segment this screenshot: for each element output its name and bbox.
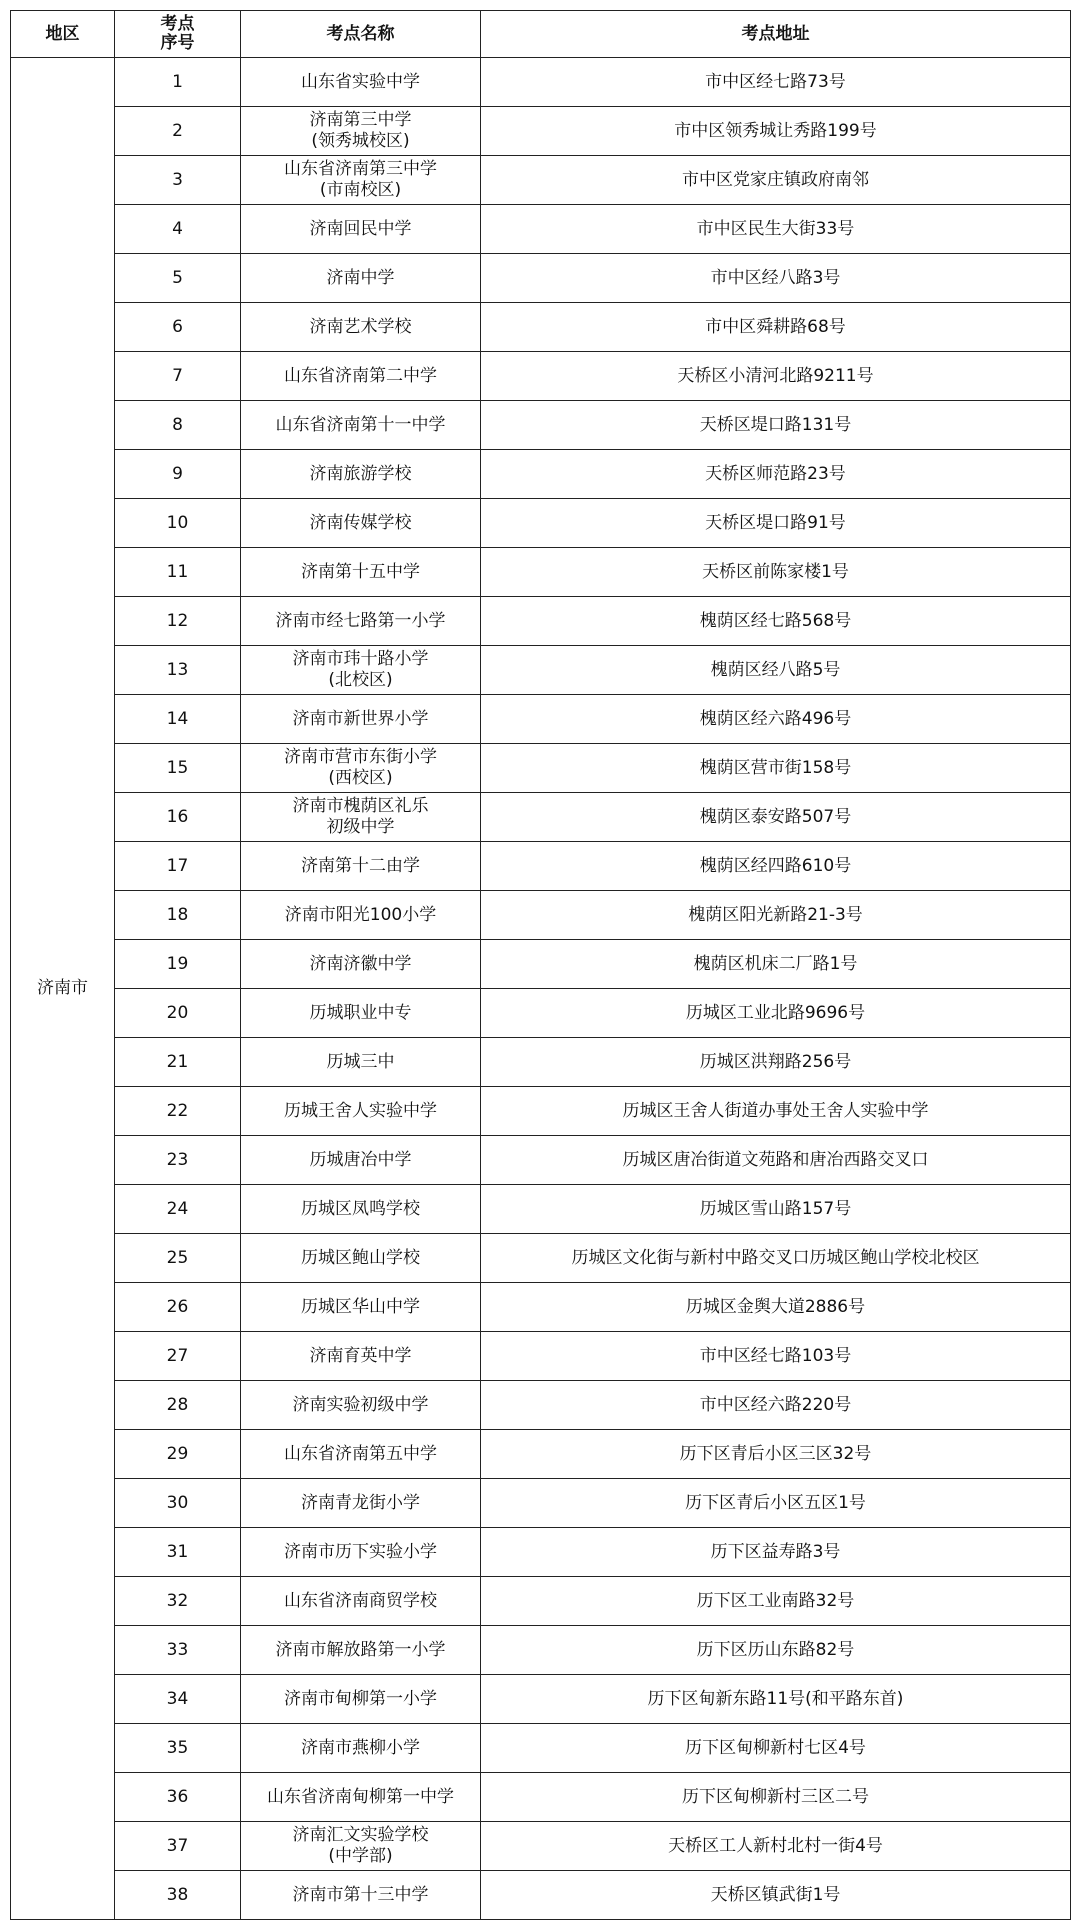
table-row: [11, 303, 1071, 352]
site-name-line: 济南市新世界小学: [292, 708, 429, 729]
table-row: [11, 58, 1071, 107]
table-row: [11, 401, 1071, 450]
table-row: [11, 1381, 1071, 1430]
site-name-cell: [241, 1479, 481, 1528]
site-number-cell: 34: [115, 1675, 241, 1724]
site-name-cell: [241, 1234, 481, 1283]
table-row: [11, 450, 1071, 499]
site-name-cell: [241, 1871, 481, 1920]
site-number-cell: 21: [115, 1038, 241, 1087]
site-number-cell: 28: [115, 1381, 241, 1430]
site-address-cell: 历下区工业南路32号: [481, 1577, 1071, 1626]
site-name-cell: [241, 695, 481, 744]
table-row: [11, 205, 1071, 254]
site-number-cell: 2: [115, 107, 241, 156]
site-address-cell: 市中区民生大街33号: [481, 205, 1071, 254]
site-address-cell: 历城区雪山路157号: [481, 1185, 1071, 1234]
table-row: [11, 793, 1071, 842]
site-name-cell: [241, 352, 481, 401]
site-name-cell: [241, 1724, 481, 1773]
site-name-line: 济南市燕柳小学: [301, 1737, 420, 1758]
site-name-cell: [241, 1822, 481, 1871]
table-row: [11, 1479, 1071, 1528]
table-row: [11, 107, 1071, 156]
site-address-cell: 槐荫区营市街158号: [481, 744, 1071, 793]
site-number-cell: 26: [115, 1283, 241, 1332]
site-address-cell: 槐荫区阳光新路21-3号: [481, 891, 1071, 940]
site-name-cell: [241, 1038, 481, 1087]
site-name-line: (西校区): [328, 768, 393, 788]
site-address-cell: 天桥区堤口路131号: [481, 401, 1071, 450]
site-number-cell: 16: [115, 793, 241, 842]
table-row: [11, 597, 1071, 646]
site-name-line: 历城区凤鸣学校: [301, 1198, 420, 1219]
site-name-line: 历城职业中专: [309, 1002, 412, 1023]
site-name-line: 济南市第十三中学: [292, 1884, 429, 1905]
site-name-cell: [241, 156, 481, 205]
site-number-cell: 8: [115, 401, 241, 450]
site-name-cell: [241, 1087, 481, 1136]
site-number-cell: 18: [115, 891, 241, 940]
site-address-cell: 历城区唐冶街道文苑路和唐冶西路交叉口: [481, 1136, 1071, 1185]
site-name-line: 初级中学: [326, 817, 395, 837]
site-name-cell: [241, 1675, 481, 1724]
site-name-line: 历城三中: [326, 1051, 395, 1072]
site-name-cell: [241, 303, 481, 352]
site-address-cell: 天桥区工人新村北村一街4号: [481, 1822, 1071, 1871]
table-row: [11, 499, 1071, 548]
site-name-cell: [241, 1136, 481, 1185]
site-name-cell: [241, 1626, 481, 1675]
site-name-cell: [241, 940, 481, 989]
site-address-cell: 天桥区堤口路91号: [481, 499, 1071, 548]
site-address-cell: 市中区党家庄镇政府南邻: [481, 156, 1071, 205]
site-name-line: 济南旅游学校: [309, 463, 412, 484]
site-name-line: 济南第三中学: [309, 110, 412, 130]
table-row: [11, 1038, 1071, 1087]
site-name-line: 济南艺术学校: [309, 316, 412, 337]
site-name-line: 山东省济南甸柳第一中学: [267, 1786, 454, 1807]
site-name-cell: [241, 646, 481, 695]
site-number-cell: 25: [115, 1234, 241, 1283]
site-address-cell: 历城区洪翔路256号: [481, 1038, 1071, 1087]
site-number-cell: 24: [115, 1185, 241, 1234]
site-name-cell: [241, 1577, 481, 1626]
site-number-cell: 7: [115, 352, 241, 401]
table-row: [11, 1430, 1071, 1479]
site-number-cell: 33: [115, 1626, 241, 1675]
site-name-cell: [241, 744, 481, 793]
table-row: [11, 695, 1071, 744]
site-name-cell: [241, 1430, 481, 1479]
site-address-cell: 历下区甸新东路11号(和平路东首): [481, 1675, 1071, 1724]
site-name-line: 山东省实验中学: [301, 71, 420, 92]
table-row: [11, 1185, 1071, 1234]
site-name-line: 历城区鲍山学校: [301, 1247, 420, 1268]
site-address-cell: 历下区益寿路3号: [481, 1528, 1071, 1577]
site-address-cell: 槐荫区泰安路507号: [481, 793, 1071, 842]
site-name-cell: [241, 401, 481, 450]
site-name-line: 济南回民中学: [309, 218, 412, 239]
site-name-line: 济南济徽中学: [309, 953, 412, 974]
table-row: [11, 548, 1071, 597]
table-row: [11, 989, 1071, 1038]
site-name-cell: [241, 205, 481, 254]
site-name-cell: [241, 1185, 481, 1234]
site-number-cell: 4: [115, 205, 241, 254]
site-address-cell: 市中区领秀城让秀路199号: [481, 107, 1071, 156]
site-name-cell: [241, 891, 481, 940]
site-name-line: 历城王舍人实验中学: [284, 1100, 437, 1121]
site-name-cell: [241, 1332, 481, 1381]
site-name-cell: [241, 793, 481, 842]
table-row: [11, 1087, 1071, 1136]
site-number-cell: 22: [115, 1087, 241, 1136]
site-number-cell: 35: [115, 1724, 241, 1773]
header-number-line2: 序号: [160, 33, 195, 53]
site-address-cell: 天桥区镇武街1号: [481, 1871, 1071, 1920]
site-address-cell: 市中区经七路73号: [481, 58, 1071, 107]
exam-sites-table-wrapper: [10, 10, 1071, 1920]
site-name-line: 济南第十二由学: [301, 855, 420, 876]
table-row: [11, 1773, 1071, 1822]
table-header-row: [11, 11, 1071, 58]
site-name-line: 济南青龙街小学: [301, 1492, 420, 1513]
site-name-cell: [241, 499, 481, 548]
site-name-cell: [241, 1283, 481, 1332]
site-name-line: 山东省济南第二中学: [284, 365, 437, 386]
region-cell: 济南市: [11, 58, 115, 1920]
exam-sites-table: [10, 10, 1071, 1920]
site-name-line: 济南市历下实验小学: [284, 1541, 437, 1562]
site-name-line: 山东省济南商贸学校: [284, 1590, 437, 1611]
table-row: [11, 646, 1071, 695]
site-name-cell: [241, 989, 481, 1038]
site-number-cell: 29: [115, 1430, 241, 1479]
site-name-line: (中学部): [328, 1846, 393, 1866]
site-address-cell: 天桥区小清河北路9211号: [481, 352, 1071, 401]
site-name-cell: [241, 1528, 481, 1577]
site-name-line: 济南传媒学校: [309, 512, 412, 533]
site-number-cell: 31: [115, 1528, 241, 1577]
site-name-line: 济南市营市东街小学: [284, 747, 437, 767]
table-row: [11, 1528, 1071, 1577]
site-name-line: (北校区): [328, 670, 393, 690]
site-number-cell: 20: [115, 989, 241, 1038]
site-name-cell: [241, 1773, 481, 1822]
site-address-cell: 历城区王舍人街道办事处王舍人实验中学: [481, 1087, 1071, 1136]
table-row: [11, 1724, 1071, 1773]
site-name-line: 济南市槐荫区礼乐: [292, 796, 429, 816]
table-row: [11, 1626, 1071, 1675]
table-row: [11, 1577, 1071, 1626]
site-number-cell: 38: [115, 1871, 241, 1920]
site-address-cell: 市中区经八路3号: [481, 254, 1071, 303]
site-address-cell: 市中区经七路103号: [481, 1332, 1071, 1381]
table-row: [11, 254, 1071, 303]
header-number: [115, 11, 241, 58]
table-row: [11, 1283, 1071, 1332]
site-number-cell: 10: [115, 499, 241, 548]
site-name-cell: [241, 58, 481, 107]
site-name-line: 济南市玮十路小学: [292, 649, 429, 669]
site-address-cell: 历城区金舆大道2886号: [481, 1283, 1071, 1332]
site-name-line: 山东省济南第五中学: [284, 1443, 437, 1464]
site-name-line: 济南市经七路第一小学: [275, 610, 446, 631]
site-number-cell: 14: [115, 695, 241, 744]
site-address-cell: 槐荫区经八路5号: [481, 646, 1071, 695]
site-address-cell: 历下区青后小区三区32号: [481, 1430, 1071, 1479]
site-address-cell: 市中区经六路220号: [481, 1381, 1071, 1430]
table-row: [11, 1871, 1071, 1920]
table-row: [11, 1234, 1071, 1283]
site-name-cell: [241, 1381, 481, 1430]
table-row: [11, 352, 1071, 401]
header-region: 地区: [11, 11, 115, 58]
header-number-line1: 考点: [160, 14, 195, 34]
site-name-cell: [241, 842, 481, 891]
site-number-cell: 30: [115, 1479, 241, 1528]
table-row: [11, 1675, 1071, 1724]
header-site-address: 考点地址: [481, 11, 1071, 58]
site-number-cell: 23: [115, 1136, 241, 1185]
site-address-cell: 历下区甸柳新村七区4号: [481, 1724, 1071, 1773]
site-number-cell: 1: [115, 58, 241, 107]
site-address-cell: 槐荫区经六路496号: [481, 695, 1071, 744]
site-name-cell: [241, 254, 481, 303]
table-row: [11, 891, 1071, 940]
site-name-line: 济南中学: [326, 267, 395, 288]
site-name-line: 济南育英中学: [309, 1345, 412, 1366]
site-number-cell: 32: [115, 1577, 241, 1626]
site-address-cell: 槐荫区经七路568号: [481, 597, 1071, 646]
table-row: [11, 1822, 1071, 1871]
site-number-cell: 6: [115, 303, 241, 352]
site-name-line: 济南市甸柳第一小学: [284, 1688, 437, 1709]
site-number-cell: 19: [115, 940, 241, 989]
site-name-cell: [241, 597, 481, 646]
site-address-cell: 历城区工业北路9696号: [481, 989, 1071, 1038]
site-name-line: (领秀城校区): [311, 131, 410, 151]
site-address-cell: 历下区青后小区五区1号: [481, 1479, 1071, 1528]
site-name-cell: [241, 548, 481, 597]
site-name-line: 济南第十五中学: [301, 561, 420, 582]
site-name-line: 历城唐冶中学: [309, 1149, 412, 1170]
site-address-cell: 历城区文化街与新村中路交叉口历城区鲍山学校北校区: [481, 1234, 1071, 1283]
site-name-cell: [241, 450, 481, 499]
site-number-cell: 11: [115, 548, 241, 597]
site-number-cell: 3: [115, 156, 241, 205]
site-name-line: 济南汇文实验学校: [292, 1825, 429, 1845]
site-number-cell: 15: [115, 744, 241, 793]
site-address-cell: 槐荫区机床二厂路1号: [481, 940, 1071, 989]
site-number-cell: 5: [115, 254, 241, 303]
site-number-cell: 27: [115, 1332, 241, 1381]
table-row: [11, 1332, 1071, 1381]
table-row: [11, 842, 1071, 891]
site-name-line: 济南市解放路第一小学: [275, 1639, 446, 1660]
header-site-name: 考点名称: [241, 11, 481, 58]
site-number-cell: 36: [115, 1773, 241, 1822]
site-number-cell: 13: [115, 646, 241, 695]
table-row: [11, 156, 1071, 205]
site-address-cell: 天桥区前陈家楼1号: [481, 548, 1071, 597]
site-name-line: 济南市阳光100小学: [284, 904, 437, 925]
site-name-line: (市南校区): [319, 180, 402, 200]
site-number-cell: 9: [115, 450, 241, 499]
table-row: [11, 1136, 1071, 1185]
site-number-cell: 17: [115, 842, 241, 891]
site-number-cell: 12: [115, 597, 241, 646]
site-address-cell: 历下区甸柳新村三区二号: [481, 1773, 1071, 1822]
site-name-line: 山东省济南第十一中学: [275, 414, 446, 435]
site-address-cell: 市中区舜耕路68号: [481, 303, 1071, 352]
table-body: [11, 58, 1071, 1920]
site-name-line: 山东省济南第三中学: [284, 159, 437, 179]
site-address-cell: 槐荫区经四路610号: [481, 842, 1071, 891]
site-number-cell: 37: [115, 1822, 241, 1871]
site-name-line: 历城区华山中学: [301, 1296, 420, 1317]
site-name-line: 济南实验初级中学: [292, 1394, 429, 1415]
site-address-cell: 天桥区师范路23号: [481, 450, 1071, 499]
site-address-cell: 历下区历山东路82号: [481, 1626, 1071, 1675]
table-row: [11, 744, 1071, 793]
site-name-cell: [241, 107, 481, 156]
table-row: [11, 940, 1071, 989]
